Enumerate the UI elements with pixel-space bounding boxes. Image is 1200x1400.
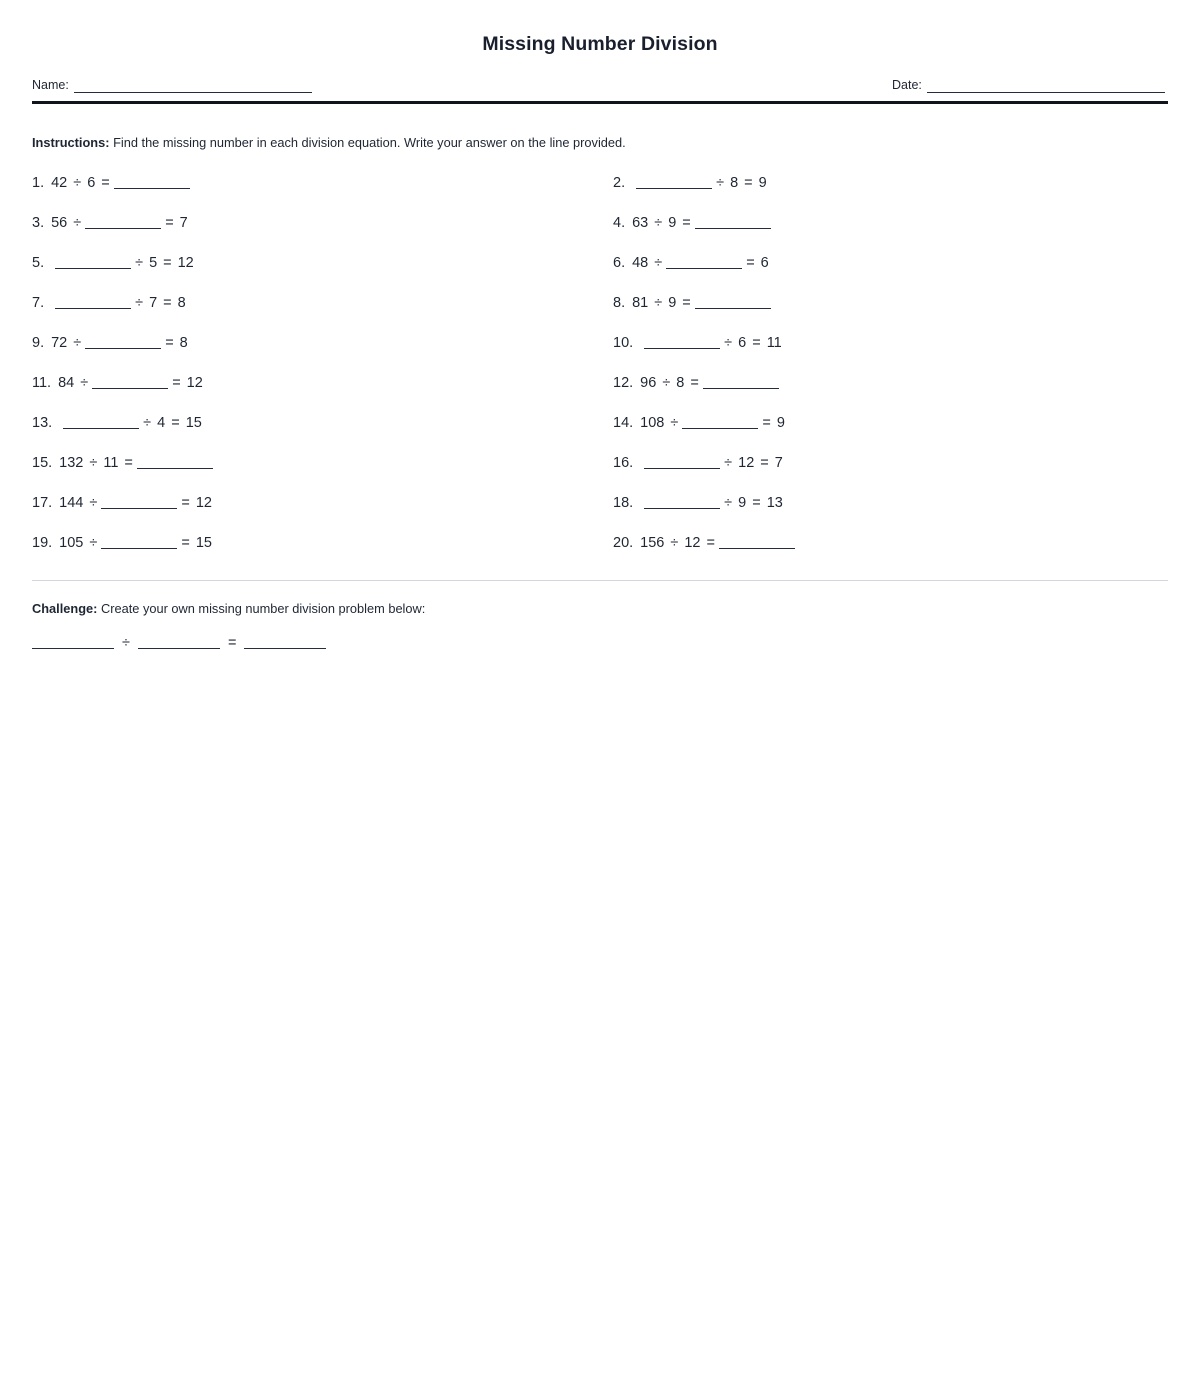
operator: ÷ bbox=[73, 175, 82, 191]
problem-row bbox=[0, 252, 1200, 292]
page-title: Missing Number Division bbox=[482, 33, 718, 55]
answer-blank[interactable] bbox=[703, 374, 779, 389]
answer-blank[interactable] bbox=[85, 214, 161, 229]
problem-number: 19. bbox=[32, 535, 53, 551]
problem-number: 10. bbox=[613, 335, 634, 351]
operand: 15 bbox=[185, 415, 202, 431]
problem-row bbox=[0, 332, 1200, 372]
operand: 12 bbox=[684, 535, 701, 551]
operand: 84 bbox=[58, 375, 75, 391]
answer-blank[interactable] bbox=[137, 454, 213, 469]
operand: 4 bbox=[157, 415, 166, 431]
operand: 9 bbox=[668, 295, 677, 311]
problem-8 bbox=[613, 292, 775, 313]
operand: 8 bbox=[177, 295, 186, 311]
operator: = bbox=[746, 255, 755, 271]
problem-11 bbox=[32, 372, 203, 393]
answer-blank[interactable] bbox=[644, 454, 720, 469]
problem-number: 9. bbox=[32, 335, 45, 351]
answer-blank[interactable] bbox=[92, 374, 168, 389]
operator: = bbox=[760, 455, 769, 471]
problem-16 bbox=[613, 452, 783, 473]
problem-14 bbox=[613, 412, 785, 433]
challenge-text: Create your own missing number division problem below: bbox=[100, 601, 426, 616]
operand: 8 bbox=[676, 375, 685, 391]
answer-blank[interactable] bbox=[85, 334, 161, 349]
operand: 12 bbox=[186, 375, 203, 391]
problem-9 bbox=[32, 332, 188, 353]
challenge-divider bbox=[32, 580, 1168, 581]
problem-number: 17. bbox=[32, 495, 53, 511]
operand: 9 bbox=[758, 175, 767, 191]
operand: 7 bbox=[149, 295, 158, 311]
problem-1 bbox=[32, 172, 194, 193]
name-date-row bbox=[32, 78, 1168, 98]
operand: 12 bbox=[738, 455, 755, 471]
operand: 11 bbox=[103, 455, 119, 471]
operand: 42 bbox=[51, 175, 68, 191]
operator: ÷ bbox=[143, 415, 152, 431]
challenge-label: Challenge: bbox=[32, 601, 98, 616]
operator: = bbox=[181, 535, 190, 551]
operator: ÷ bbox=[670, 415, 679, 431]
operator: ÷ bbox=[80, 375, 89, 391]
challenge-equals-operator: = bbox=[227, 635, 237, 651]
problem-row bbox=[0, 412, 1200, 452]
problem-13 bbox=[32, 412, 202, 433]
answer-blank[interactable] bbox=[644, 494, 720, 509]
problem-number: 14. bbox=[613, 415, 634, 431]
operator: = bbox=[762, 415, 771, 431]
challenge-divisor-blank[interactable] bbox=[138, 634, 220, 649]
operator: ÷ bbox=[724, 495, 733, 511]
operator: ÷ bbox=[724, 455, 733, 471]
answer-blank[interactable] bbox=[55, 254, 131, 269]
problem-row bbox=[0, 172, 1200, 212]
operand: 7 bbox=[774, 455, 783, 471]
name-input-line[interactable] bbox=[74, 79, 312, 93]
problem-5 bbox=[32, 252, 194, 273]
operand: 63 bbox=[632, 215, 649, 231]
problem-number: 12. bbox=[613, 375, 634, 391]
operand: 9 bbox=[668, 215, 677, 231]
problems-grid bbox=[0, 172, 1200, 572]
operator: ÷ bbox=[89, 535, 98, 551]
problem-15 bbox=[32, 452, 217, 473]
instructions-label: Instructions: bbox=[32, 135, 110, 150]
operand: 144 bbox=[59, 495, 84, 511]
operand: 9 bbox=[738, 495, 747, 511]
operator: = bbox=[163, 255, 172, 271]
problem-20 bbox=[613, 532, 799, 553]
operator: = bbox=[124, 455, 133, 471]
operator: = bbox=[181, 495, 190, 511]
operand: 6 bbox=[738, 335, 747, 351]
problem-number: 13. bbox=[32, 415, 53, 431]
operator: ÷ bbox=[670, 535, 679, 551]
answer-blank[interactable] bbox=[55, 294, 131, 309]
challenge-prompt bbox=[32, 601, 425, 617]
operator: ÷ bbox=[662, 375, 671, 391]
operand: 105 bbox=[59, 535, 84, 551]
problem-row bbox=[0, 532, 1200, 572]
operator: ÷ bbox=[89, 495, 98, 511]
problem-7 bbox=[32, 292, 186, 313]
problem-12 bbox=[613, 372, 783, 393]
challenge-quotient-blank[interactable] bbox=[244, 634, 326, 649]
operator: = bbox=[752, 495, 761, 511]
problem-number: 2. bbox=[613, 175, 626, 191]
operand: 12 bbox=[177, 255, 194, 271]
problem-row bbox=[0, 212, 1200, 252]
operand: 5 bbox=[149, 255, 158, 271]
answer-blank[interactable] bbox=[695, 294, 771, 309]
problem-number: 18. bbox=[613, 495, 634, 511]
operand: 7 bbox=[179, 215, 188, 231]
operand: 9 bbox=[776, 415, 785, 431]
answer-blank[interactable] bbox=[114, 174, 190, 189]
answer-blank[interactable] bbox=[682, 414, 758, 429]
operand: 156 bbox=[640, 535, 665, 551]
operand: 108 bbox=[640, 415, 665, 431]
problem-number: 5. bbox=[32, 255, 45, 271]
answer-blank[interactable] bbox=[636, 174, 712, 189]
operand: 56 bbox=[51, 215, 68, 231]
problem-row bbox=[0, 372, 1200, 412]
date-field-group bbox=[892, 78, 1165, 93]
operator: = bbox=[690, 375, 699, 391]
operator: ÷ bbox=[654, 295, 663, 311]
operator: ÷ bbox=[135, 295, 144, 311]
challenge-equation bbox=[32, 632, 326, 653]
operator: ÷ bbox=[135, 255, 144, 271]
problem-18 bbox=[613, 492, 783, 513]
answer-blank[interactable] bbox=[644, 334, 720, 349]
name-field-group bbox=[32, 78, 312, 93]
problem-row bbox=[0, 492, 1200, 532]
operand: 6 bbox=[760, 255, 769, 271]
problem-number: 3. bbox=[32, 215, 45, 231]
answer-blank[interactable] bbox=[63, 414, 139, 429]
instructions-text: Find the missing number in each division equation. Write your answer on the line provided. bbox=[113, 135, 626, 150]
operator: = bbox=[165, 335, 174, 351]
operand: 12 bbox=[195, 495, 212, 511]
answer-blank[interactable] bbox=[101, 534, 177, 549]
challenge-dividend-blank[interactable] bbox=[32, 634, 114, 649]
operator: = bbox=[706, 535, 715, 551]
operator: ÷ bbox=[654, 215, 663, 231]
operator: = bbox=[752, 335, 761, 351]
answer-blank[interactable] bbox=[666, 254, 742, 269]
header-divider bbox=[32, 101, 1168, 104]
problem-17 bbox=[32, 492, 212, 513]
operand: 96 bbox=[640, 375, 657, 391]
problem-number: 4. bbox=[613, 215, 626, 231]
operand: 8 bbox=[730, 175, 739, 191]
answer-blank[interactable] bbox=[719, 534, 795, 549]
problem-6 bbox=[613, 252, 769, 273]
operator: ÷ bbox=[724, 335, 733, 351]
problem-19 bbox=[32, 532, 212, 553]
problem-number: 16. bbox=[613, 455, 634, 471]
operand: 13 bbox=[766, 495, 783, 511]
operand: 81 bbox=[632, 295, 649, 311]
operator: = bbox=[163, 295, 172, 311]
problem-row bbox=[0, 452, 1200, 492]
problem-2 bbox=[613, 172, 767, 193]
problem-number: 1. bbox=[32, 175, 45, 191]
answer-blank[interactable] bbox=[101, 494, 177, 509]
operator: = bbox=[682, 295, 691, 311]
problem-number: 15. bbox=[32, 455, 53, 471]
operand: 72 bbox=[51, 335, 68, 351]
operand: 11 bbox=[766, 335, 782, 351]
operand: 48 bbox=[632, 255, 649, 271]
operand: 6 bbox=[87, 175, 96, 191]
problem-3 bbox=[32, 212, 188, 233]
problem-4 bbox=[613, 212, 775, 233]
date-input-line[interactable] bbox=[927, 79, 1165, 93]
operand: 15 bbox=[195, 535, 212, 551]
problem-10 bbox=[613, 332, 782, 353]
problem-number: 20. bbox=[613, 535, 634, 551]
instructions-line bbox=[32, 135, 1132, 151]
operator: ÷ bbox=[73, 335, 82, 351]
problem-number: 8. bbox=[613, 295, 626, 311]
problem-row bbox=[0, 292, 1200, 332]
operator: = bbox=[101, 175, 110, 191]
operand: 132 bbox=[59, 455, 84, 471]
operand: 8 bbox=[179, 335, 188, 351]
operator: ÷ bbox=[716, 175, 725, 191]
operator: = bbox=[165, 215, 174, 231]
date-label: Date: bbox=[892, 78, 922, 92]
operator: ÷ bbox=[73, 215, 82, 231]
operator: = bbox=[172, 375, 181, 391]
answer-blank[interactable] bbox=[695, 214, 771, 229]
operator: = bbox=[744, 175, 753, 191]
challenge-divide-operator: ÷ bbox=[122, 635, 130, 651]
operator: ÷ bbox=[654, 255, 663, 271]
problem-number: 6. bbox=[613, 255, 626, 271]
operator: = bbox=[682, 215, 691, 231]
operator: = bbox=[171, 415, 180, 431]
problem-number: 7. bbox=[32, 295, 45, 311]
operator: ÷ bbox=[89, 455, 98, 471]
problem-number: 11. bbox=[32, 375, 52, 391]
name-label: Name: bbox=[32, 78, 69, 92]
